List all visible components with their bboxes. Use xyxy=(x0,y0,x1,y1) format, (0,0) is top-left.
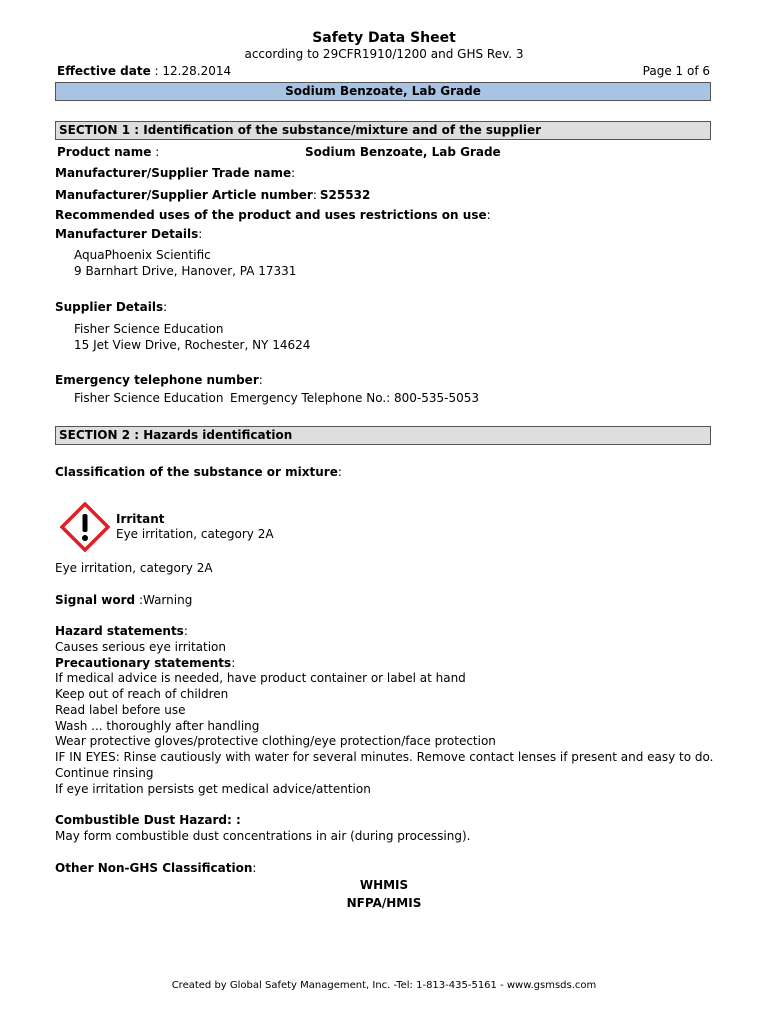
precaution-line: IF IN EYES: Rinse cautiously with water for several minutes. Remove contact lenses if present and easy to do. xyxy=(55,750,714,764)
recommended-uses-row xyxy=(55,208,491,222)
hazard-statement-text: Causes serious eye irritation xyxy=(55,640,227,654)
manufacturer-details-colon: : xyxy=(198,227,203,241)
product-name-value: Sodium Benzoate, Lab Grade xyxy=(305,145,501,159)
precaution-line: Keep out of reach of children xyxy=(55,687,229,701)
section-1-heading: SECTION 1 : Identification of the substance/mixture and of the supplier xyxy=(55,121,711,140)
nfpa-hmis-heading: NFPA/HMIS xyxy=(346,896,422,910)
signal-word-value: :Warning xyxy=(135,593,193,607)
precaution-line: If medical advice is needed, have product container or label at hand xyxy=(55,671,466,685)
precaution-line: Wear protective gloves/protective clothing/eye protection/face protection xyxy=(55,734,496,748)
supplier-details-label: Supplier Details xyxy=(55,300,164,314)
supplier-address: 15 Jet View Drive, Rochester, NY 14624 xyxy=(74,338,311,352)
hazard-statements-label: Hazard statements xyxy=(55,624,184,638)
other-classification-label: Other Non-GHS Classification xyxy=(55,861,253,875)
other-classification-colon: : xyxy=(252,861,257,875)
classification-row xyxy=(55,465,342,479)
precaution-line: If eye irritation persists get medical advice/attention xyxy=(55,782,371,796)
precaution-line: Read label before use xyxy=(55,703,186,717)
classification-text: Eye irritation, category 2A xyxy=(55,561,213,575)
exclamation-mark-pictogram-icon xyxy=(60,502,110,552)
section-2-heading: SECTION 2 : Hazards identification xyxy=(55,426,711,445)
pictogram-title: Irritant xyxy=(116,512,165,526)
supplier-details-row xyxy=(55,300,167,314)
classification-colon: : xyxy=(337,465,342,479)
effective-date-label: Effective date xyxy=(57,64,151,78)
emergency-company: Fisher Science Education xyxy=(74,391,224,405)
article-number-label: Manufacturer/Supplier Article number xyxy=(55,188,313,202)
supplier-name: Fisher Science Education xyxy=(74,322,224,336)
pictogram-description: Eye irritation, category 2A xyxy=(116,527,274,541)
manufacturer-details-label: Manufacturer Details xyxy=(55,227,199,241)
page-footer: Created by Global Safety Management, Inc. -Tel: 1-813-435-5161 - www.gsmsds.com xyxy=(171,980,597,991)
trade-name-row xyxy=(55,166,295,180)
trade-name-colon: : xyxy=(291,166,296,180)
effective-date-value: : 12.28.2014 xyxy=(150,64,232,78)
precautionary-statements-row xyxy=(55,656,235,670)
product-name-label: Product name xyxy=(57,145,152,159)
signal-word-row xyxy=(55,593,192,607)
manufacturer-details-row xyxy=(55,227,202,241)
article-number-colon: : xyxy=(312,188,317,202)
trade-name-label: Manufacturer/Supplier Trade name xyxy=(55,166,292,180)
combustible-dust-label: Combustible Dust Hazard: : xyxy=(55,813,241,827)
document-subtitle: according to 29CFR1910/1200 and GHS Rev. 3 xyxy=(244,47,524,61)
emergency-phone-label: Emergency telephone number xyxy=(55,373,259,387)
article-number-value: S25532 xyxy=(319,188,371,202)
precaution-line: Continue rinsing xyxy=(55,766,154,780)
hazard-statements-colon: : xyxy=(183,624,188,638)
document-title: Safety Data Sheet xyxy=(312,30,456,46)
precautionary-statements-label: Precautionary statements xyxy=(55,656,232,670)
product-name-colon: : xyxy=(151,145,160,159)
recommended-uses-colon: : xyxy=(486,208,491,222)
manufacturer-name: AquaPhoenix Scientific xyxy=(74,248,211,262)
manufacturer-address: 9 Barnhart Drive, Hanover, PA 17331 xyxy=(74,264,297,278)
effective-date xyxy=(57,64,231,78)
emergency-phone-row xyxy=(55,373,263,387)
product-banner: Sodium Benzoate, Lab Grade xyxy=(55,82,711,101)
precautionary-statements-colon: : xyxy=(231,656,236,670)
classification-label: Classification of the substance or mixture xyxy=(55,465,338,479)
precaution-line: Wash ... thoroughly after handling xyxy=(55,719,260,733)
product-name-row xyxy=(57,145,159,159)
other-classification-row xyxy=(55,861,256,875)
emergency-phone-colon: : xyxy=(258,373,263,387)
article-number-row xyxy=(55,188,370,202)
emergency-phone-number: Emergency Telephone No.: 800-535-5053 xyxy=(230,391,480,405)
combustible-dust-text: May form combustible dust concentrations in air (during processing). xyxy=(55,829,471,843)
signal-word-label: Signal word xyxy=(55,593,136,607)
recommended-uses-label: Recommended uses of the product and uses restrictions on use xyxy=(55,208,487,222)
supplier-details-colon: : xyxy=(163,300,168,314)
whmis-heading: WHMIS xyxy=(359,878,409,892)
page-indicator: Page 1 of 6 xyxy=(642,64,710,78)
hazard-statements-row xyxy=(55,624,188,638)
